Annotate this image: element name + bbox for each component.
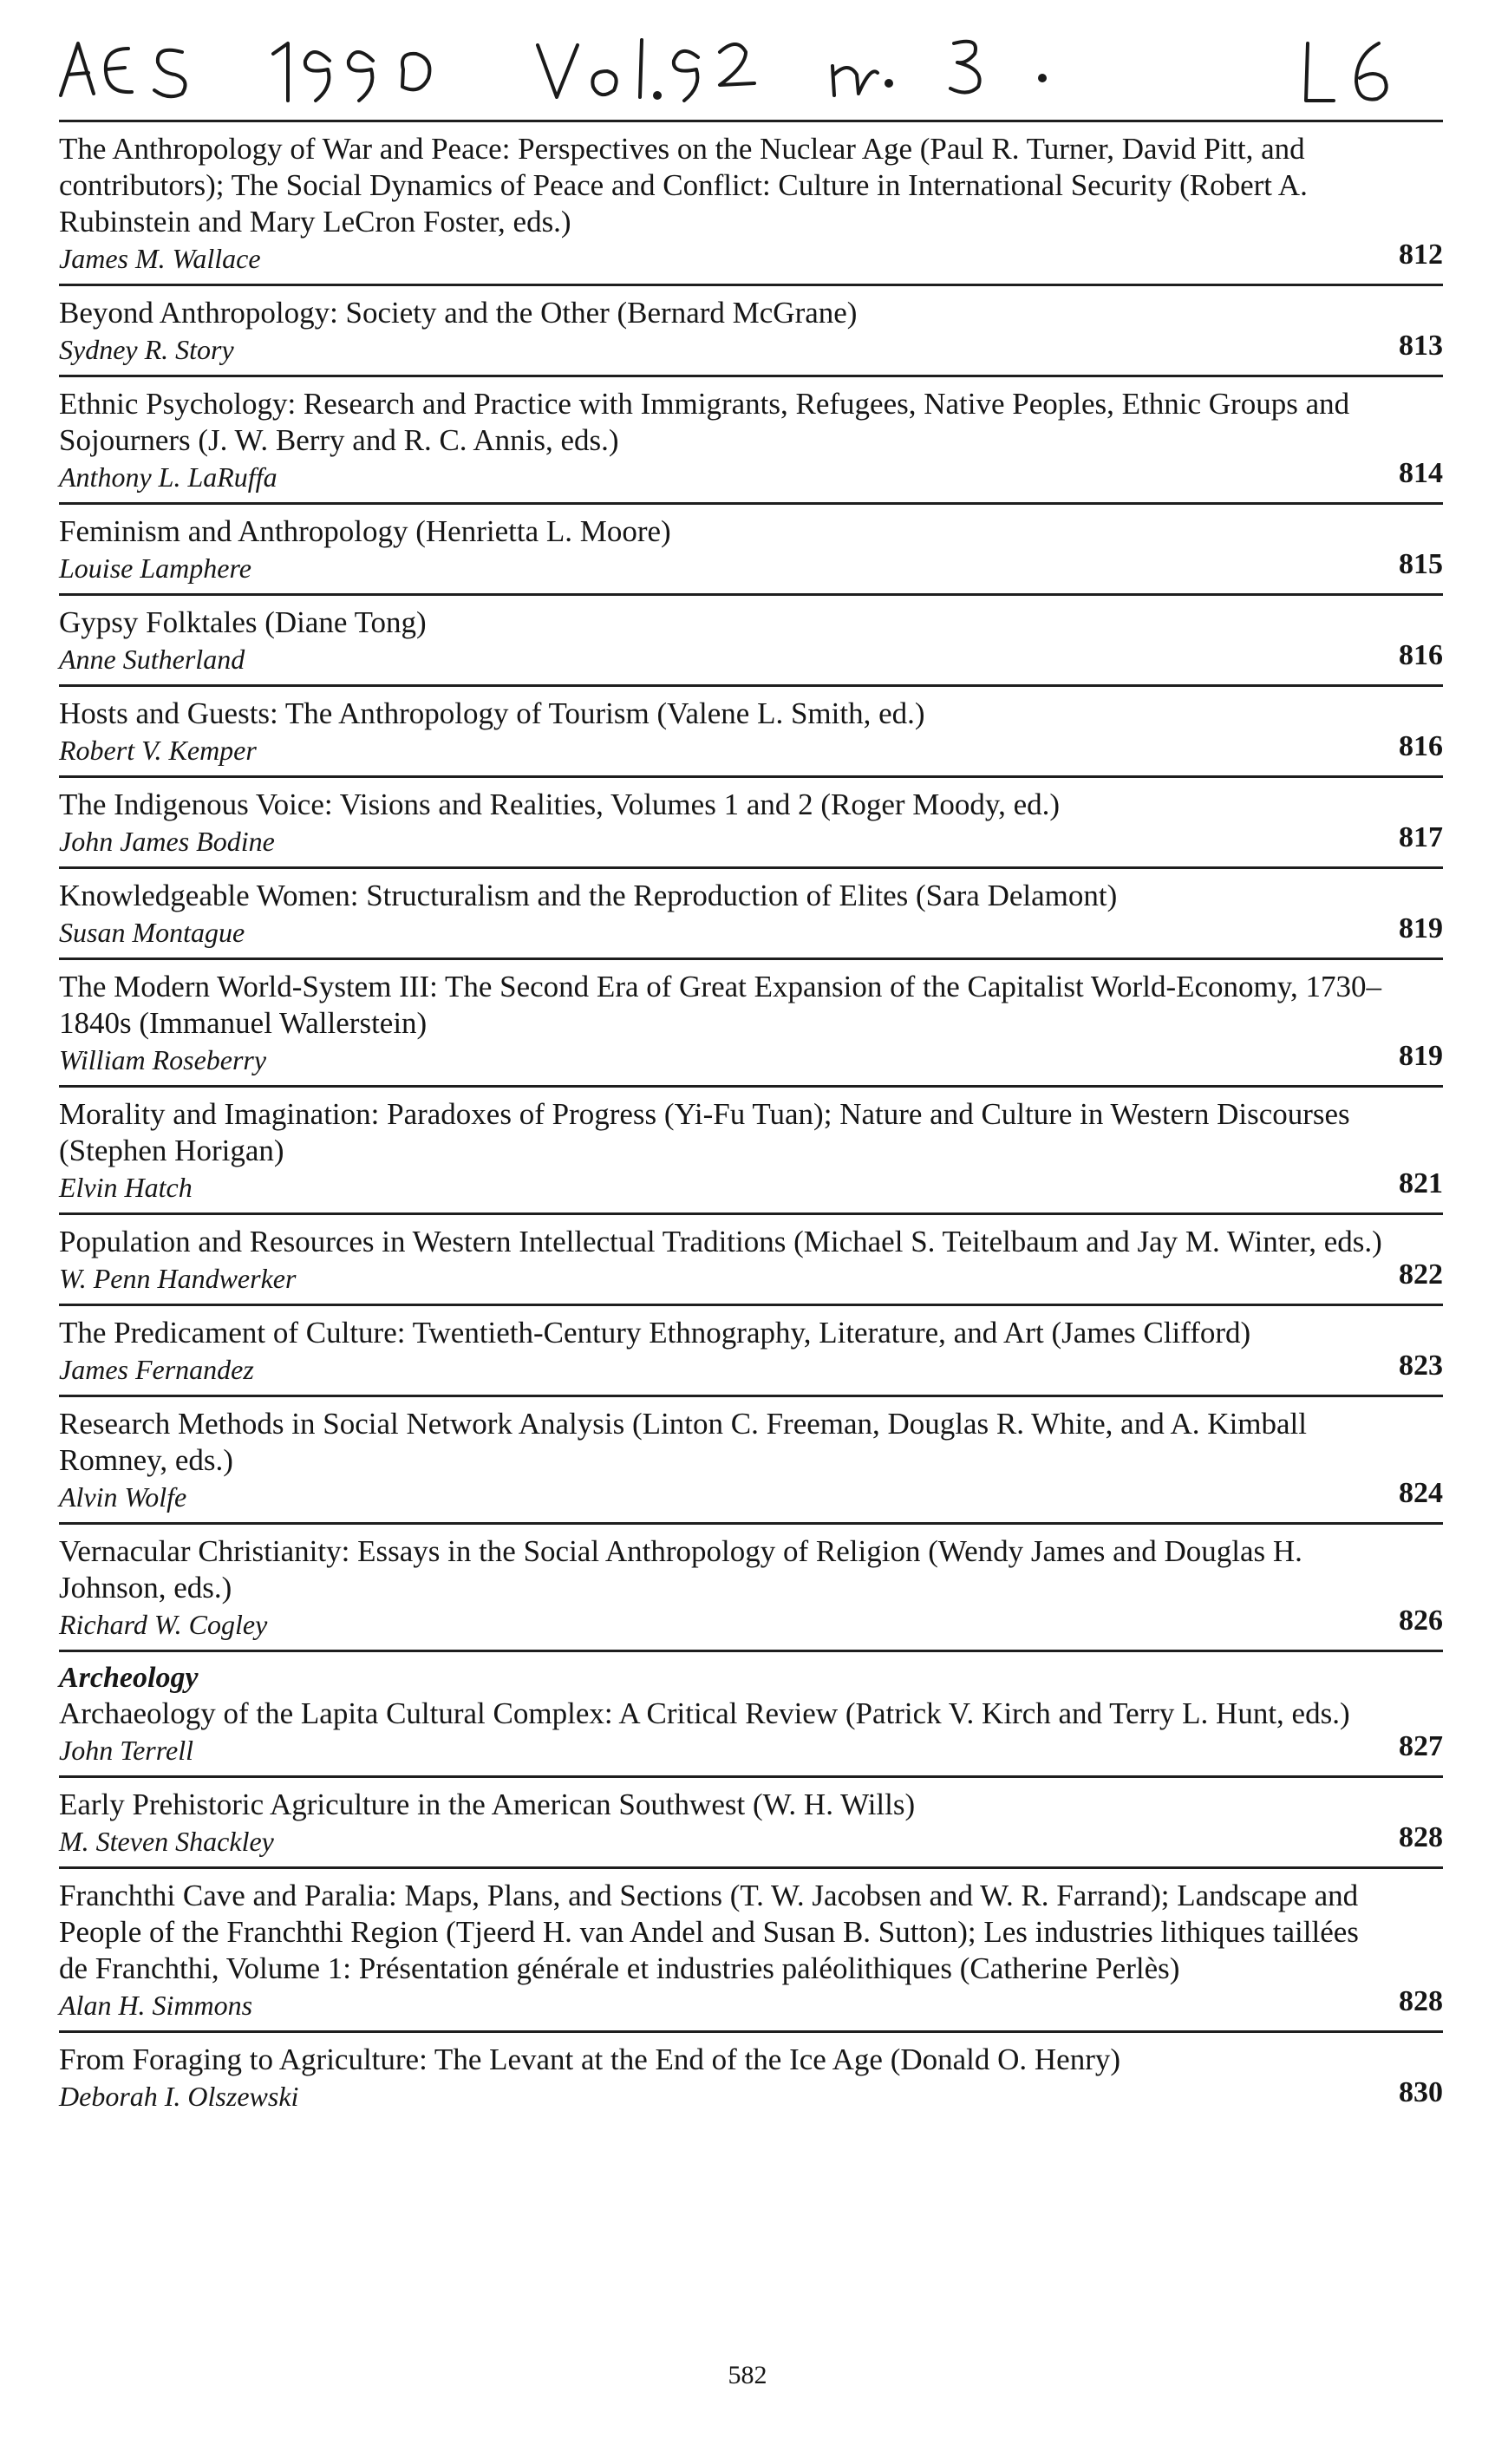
handwritten-annotation	[52, 17, 1457, 113]
entry-reviewer: Alan H. Simmons	[59, 1990, 253, 2021]
entry-reviewer: Richard W. Cogley	[59, 1609, 268, 1640]
review-entry	[59, 957, 1443, 1085]
review-entry	[59, 1650, 1443, 1775]
review-entry	[59, 1395, 1443, 1522]
review-entry	[59, 775, 1443, 866]
review-entry	[59, 593, 1443, 684]
entry-page-number: 812	[1399, 239, 1443, 271]
entry-title: Vernacular Christianity: Essays in the Social Anthropology of Religion (Wendy James and Douglas H. Johnson, eds.)	[59, 1534, 1310, 1605]
review-entry	[59, 375, 1443, 502]
entry-title: Feminism and Anthropology (Henrietta L. Moore)	[59, 514, 671, 548]
entry-reviewer: John James Bodine	[59, 826, 275, 857]
entry-title: The Modern World-System III: The Second Era of Great Expansion of the Capitalist World-Economy, 1730–1840s (Immanuel Wallerstein)	[59, 970, 1381, 1040]
entry-title: Ethnic Psychology: Research and Practice with Immigrants, Refugees, Native Peoples, Ethnic Groups and Sojourners (J. W. Berry and R. C. Annis, eds.)	[59, 387, 1357, 457]
entry-reviewer: Robert V. Kemper	[59, 735, 257, 766]
entry-title: Knowledgeable Women: Structuralism and the Reproduction of Elites (Sara Delamont)	[59, 879, 1118, 912]
entry-page-number: 816	[1399, 730, 1443, 762]
entry-reviewer: Anthony L. LaRuffa	[59, 461, 277, 493]
review-entry	[59, 1775, 1443, 1866]
entry-title: The Anthropology of War and Peace: Perspectives on the Nuclear Age (Paul R. Turner, David Pitt, and contributors); The Social Dynamics of Peace and Conflict: Culture in International Security (Robert A. Rubinstein and Mary LeCron Foster, eds.)	[59, 132, 1315, 239]
review-entry	[59, 1304, 1443, 1395]
entry-page-number: 830	[1399, 2076, 1443, 2108]
entry-reviewer: William Roseberry	[59, 1044, 267, 1075]
page-number: 582	[728, 2361, 767, 2389]
entry-page-number: 819	[1399, 912, 1443, 944]
entry-page-number: 814	[1399, 457, 1443, 489]
entry-title: Franchthi Cave and Paralia: Maps, Plans, and Sections (T. W. Jacobsen and W. R. Farrand); Landscape and People of the Franchthi Region (Tjeerd H. van Andel and Susan B. Sutton); Les industries lithiques taillées de Franchthi, Volume 1: Présentation générale et industries paléolithiques (Catherine Perlès)	[59, 1879, 1367, 1985]
entry-reviewer: Susan Montague	[59, 917, 245, 948]
entry-page-number: 826	[1399, 1605, 1443, 1637]
entry-reviewer: James Fernandez	[59, 1354, 254, 1385]
entry-title: The Indigenous Voice: Visions and Realities, Volumes 1 and 2 (Roger Moody, ed.)	[59, 788, 1061, 821]
entry-page-number: 813	[1399, 330, 1443, 362]
entry-page-number: 816	[1399, 639, 1443, 671]
review-entry	[59, 502, 1443, 593]
entry-title: Morality and Imagination: Paradoxes of Progress (Yi-Fu Tuan); Nature and Culture in Western Discourses (Stephen Horigan)	[59, 1097, 1358, 1167]
entry-page-number: 827	[1399, 1730, 1443, 1762]
entry-reviewer: James M. Wallace	[59, 243, 261, 274]
entry-reviewer: Elvin Hatch	[59, 1172, 193, 1203]
entry-title: Gypsy Folktales (Diane Tong)	[59, 605, 427, 639]
entry-title: Hosts and Guests: The Anthropology of Tourism (Valene L. Smith, ed.)	[59, 696, 925, 730]
review-entry	[59, 684, 1443, 775]
entry-reviewer: W. Penn Handwerker	[59, 1263, 297, 1294]
entry-page-number: 815	[1399, 548, 1443, 580]
review-entry	[59, 866, 1443, 957]
entry-reviewer: Louise Lamphere	[59, 552, 251, 584]
entry-reviewer: M. Steven Shackley	[59, 1826, 274, 1857]
entry-title: From Foraging to Agriculture: The Levant at the End of the Ice Age (Donald O. Henry)	[59, 2042, 1121, 2076]
book-review-list	[59, 120, 1443, 2121]
entry-title: The Predicament of Culture: Twentieth-Century Ethnography, Literature, and Art (James Clifford)	[59, 1316, 1251, 1350]
section-heading: Archeology	[59, 1662, 199, 1694]
entry-title: Population and Resources in Western Intellectual Traditions (Michael S. Teitelbaum and Jay M. Winter, eds.)	[59, 1225, 1382, 1258]
entry-reviewer: Alvin Wolfe	[59, 1481, 187, 1513]
entry-title: Beyond Anthropology: Society and the Other (Bernard McGrane)	[59, 296, 858, 330]
entry-title: Early Prehistoric Agriculture in the American Southwest (W. H. Wills)	[59, 1788, 916, 1821]
entry-reviewer: Deborah I. Olszewski	[59, 2081, 299, 2112]
entry-title: Archaeology of the Lapita Cultural Complex: A Critical Review (Patrick V. Kirch and Terry L. Hunt, eds.)	[59, 1696, 1350, 1730]
entry-page-number: 828	[1399, 1985, 1443, 2017]
handwriting-drawing	[52, 17, 1457, 113]
entry-page-number: 823	[1399, 1350, 1443, 1382]
entry-reviewer: John Terrell	[59, 1735, 193, 1766]
entry-page-number: 822	[1399, 1258, 1443, 1291]
entry-page-number: 821	[1399, 1167, 1443, 1199]
entry-reviewer: Sydney R. Story	[59, 334, 234, 365]
review-entry	[59, 1522, 1443, 1650]
review-entry	[59, 120, 1443, 284]
entry-reviewer: Anne Sutherland	[59, 644, 245, 675]
review-entry	[59, 284, 1443, 375]
entry-page-number: 824	[1399, 1477, 1443, 1509]
review-entry	[59, 1212, 1443, 1304]
review-entry	[59, 1085, 1443, 1212]
entry-title: Research Methods in Social Network Analysis (Linton C. Freeman, Douglas R. White, and A. Kimball Romney, eds.)	[59, 1407, 1315, 1477]
entry-page-number: 819	[1399, 1040, 1443, 1072]
entry-page-number: 828	[1399, 1821, 1443, 1853]
review-entry	[59, 2030, 1443, 2121]
review-entry	[59, 1866, 1443, 2030]
entry-page-number: 817	[1399, 821, 1443, 853]
